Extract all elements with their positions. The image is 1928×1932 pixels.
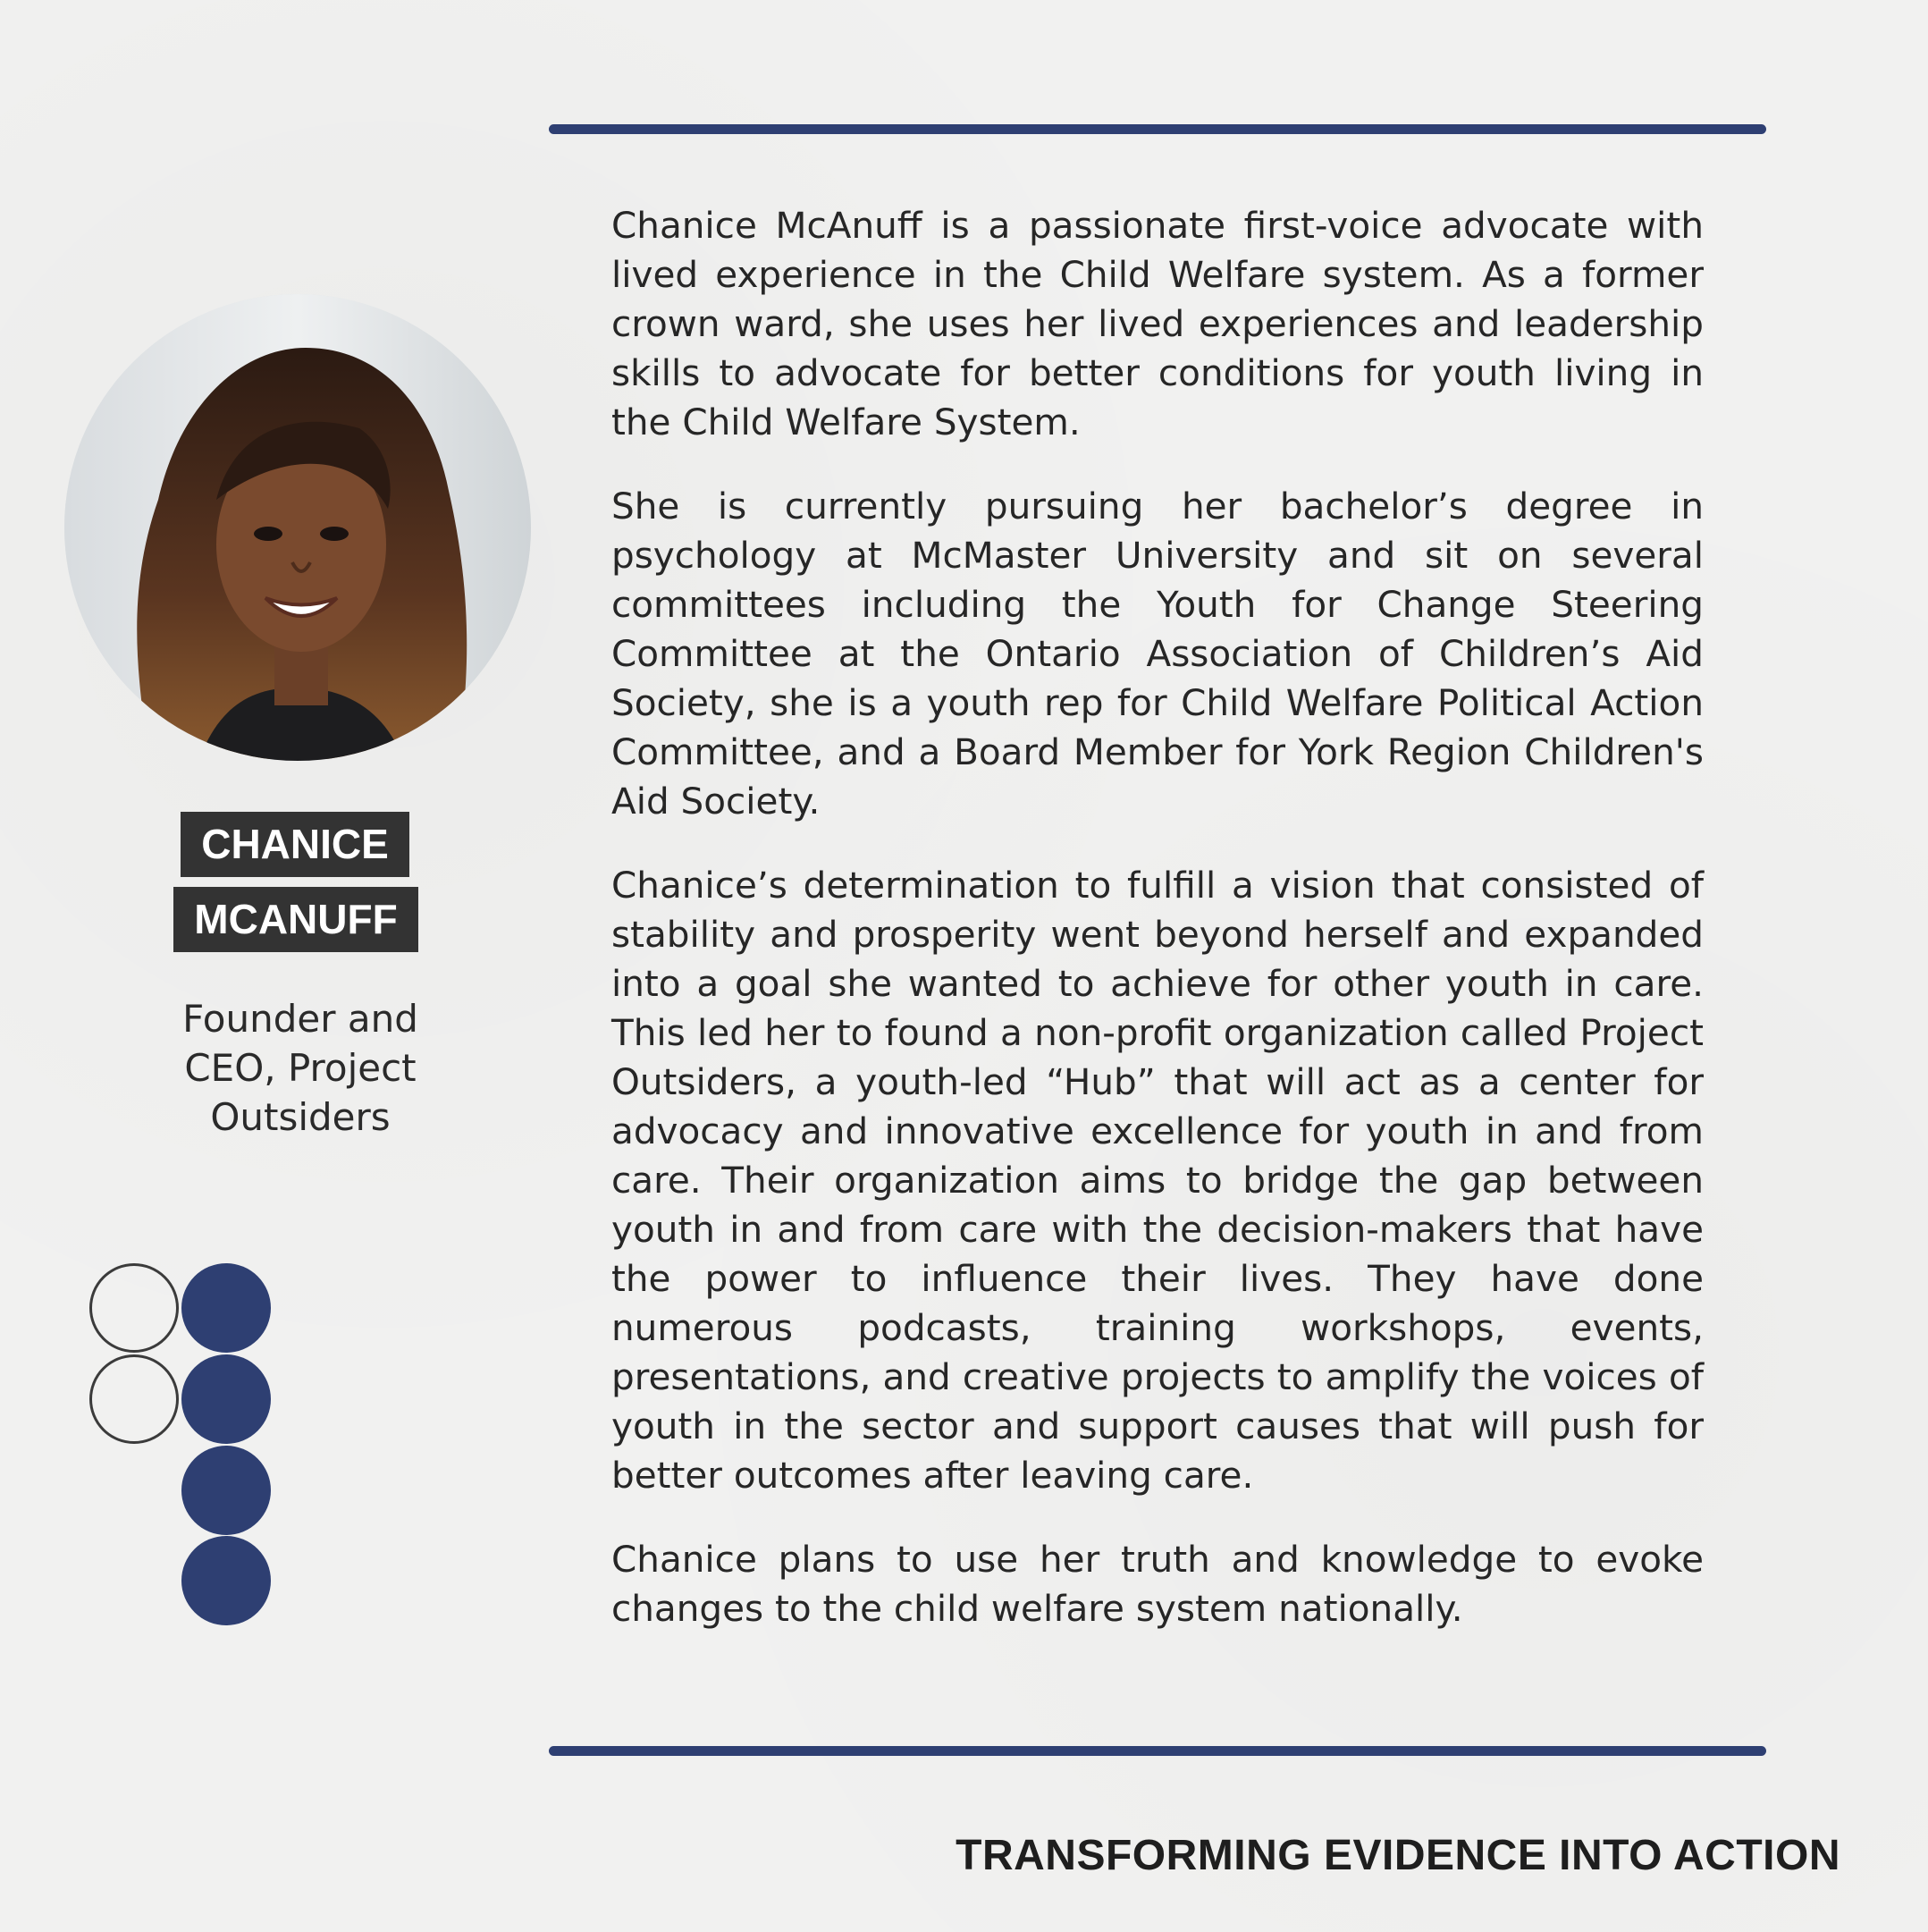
filled-circle-decoration (181, 1446, 271, 1535)
outline-circle-decoration (89, 1354, 179, 1444)
filled-circle-decoration (181, 1263, 271, 1353)
top-divider (549, 124, 1766, 134)
bio-paragraph: Chanice’s determination to fulfill a vision that consisted of stability and prosperity went beyond herself and expanded into a goal she wanted to achieve for other youth in care. This led her to found a non-profit organization called Project Outsiders, a youth-led “Hub” that will act as a center for advocacy and innovative excellence for youth in and from care. Their organization aims to bridge the gap between youth in and from care with the decision-makers that have the power to influence their lives. They have done numerous podcasts, training workshops, events, presentations, and creative projects to amplify the voices of youth in the sector and support causes that will push for better outcomes after leaving care. (611, 864, 1704, 1497)
job-title: Founder and CEO, Project Outsiders (182, 997, 418, 1139)
profile-photo (64, 294, 531, 761)
bottom-divider (549, 1746, 1766, 1756)
bio-paragraph: She is currently pursuing her bachelor’s degree in psychology at McMaster University and sit on several committees including the Youth for Change Steering Committee at the Ontario Association of Children’s Aid Society, she is a youth rep for Child Welfare Political Action Committee, and a Board Member for York Region Children's Aid Society. (611, 485, 1704, 823)
filled-circle-decoration (181, 1536, 271, 1625)
bio-paragraph: Chanice McAnuff is a passionate first-voice advocate with lived experience in the Child Welfare system. As a former crown ward, she uses her lived experiences and leadership skills to advocate for better conditions for youth living in the Child Welfare System. (611, 204, 1704, 443)
filled-circle-decoration (181, 1354, 271, 1444)
bio-paragraph: Chanice plans to use her truth and knowledge to evoke changes to the child welfare system nationally. (611, 1538, 1704, 1630)
outline-circle-decoration (89, 1263, 179, 1353)
biography (611, 201, 1704, 1668)
first-name-tag: CHANICE (181, 812, 409, 877)
footer-tagline: TRANSFORMING EVIDENCE INTO ACTION (956, 1832, 1840, 1879)
last-name-tag: MCANUFF (173, 887, 418, 952)
